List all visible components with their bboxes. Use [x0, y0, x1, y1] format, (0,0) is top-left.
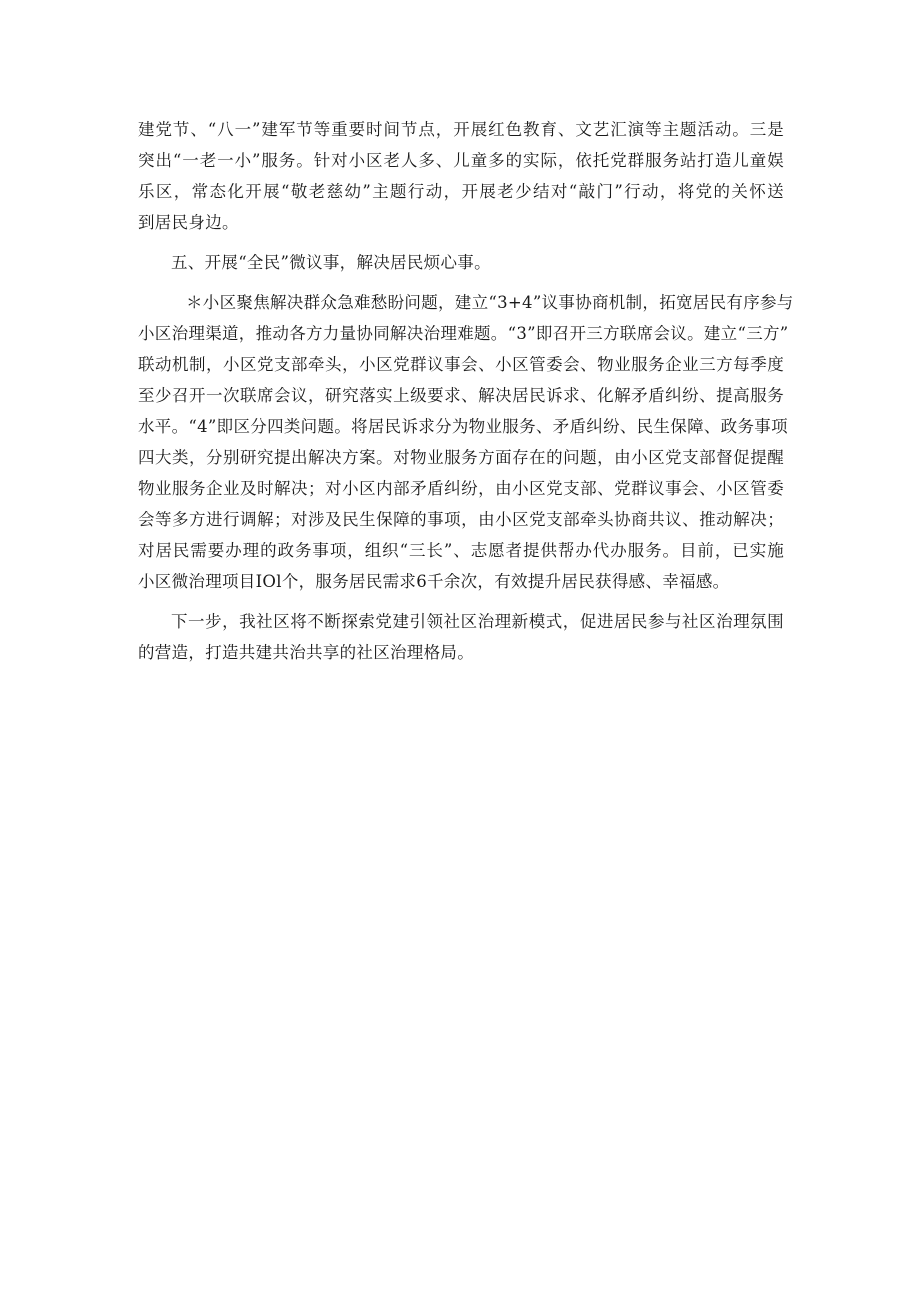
text-line: 会等多方进行调解；对涉及民生保障的事项，由小区党支部牵头协商共议、推动解决； — [138, 510, 784, 529]
text-line: 乐区，常态化开展“敬老慈幼”主题行动，开展老少结对“敲门”行动，将党的关怀送 — [138, 182, 784, 201]
text-line: 联动机制，小区党支部牵头，小区党群议事会、小区管委会、物业服务企业三方每季度 — [138, 355, 784, 374]
paragraph-deliberation — [138, 287, 794, 597]
text-line: 的营造，打造共建共治共享的社区治理格局。 — [138, 643, 474, 662]
text-line: 到居民身边。 — [138, 213, 239, 232]
text-line: 小区治理渠道，推动各方力量协同解决治理难题。“3”即召开三方联席会议。建立“三方” — [138, 324, 789, 343]
text-line: 建党节、“八一”建军节等重要时间节点，开展红色教育、文艺汇演等主题活动。三是 — [138, 120, 784, 139]
text-line: 四大类，分别研究提出解决方案。对物业服务方面存在的问题，由小区党支部督促提醒 — [138, 448, 784, 467]
text-line: 至少召开一次联席会议，研究落实上级要求、解决居民诉求、化解矛盾纠纷、提高服务 — [138, 386, 784, 405]
text-line: 突出“一老一小”服务。针对小区老人多、儿童多的实际，依托党群服务站打造儿童娱 — [138, 151, 784, 170]
paragraph-activities — [138, 114, 784, 238]
text-line: ＊小区聚焦解决群众急难愁盼问题，建立“3+4”议事协商机制，拓宽居民有序参与 — [186, 293, 794, 312]
text-line: 水平。“4”即区分四类问题。将居民诉求分为物业服务、矛盾纠纷、民生保障、政务事项 — [138, 417, 788, 436]
text-line: 小区微治理项目IOl个，服务居民需求6千余次，有效提升居民获得感、幸福感。 — [138, 572, 730, 591]
text-line: 对居民需要办理的政务事项，组织“三长”、志愿者提供帮办代办服务。目前，已实施 — [138, 541, 784, 560]
text-line: 物业服务企业及时解决；对小区内部矛盾纠纷，由小区党支部、党群议事会、小区管委 — [138, 479, 784, 498]
text-line: 下一步，我社区将不断探索党建引领社区治理新模式，促进居民参与社区治理氛围 — [171, 612, 784, 631]
paragraph-next-step — [138, 606, 784, 668]
section-heading-five: 五、开展“全民”微议事，解决居民烦心事。 — [171, 253, 491, 272]
document-body — [138, 114, 794, 668]
